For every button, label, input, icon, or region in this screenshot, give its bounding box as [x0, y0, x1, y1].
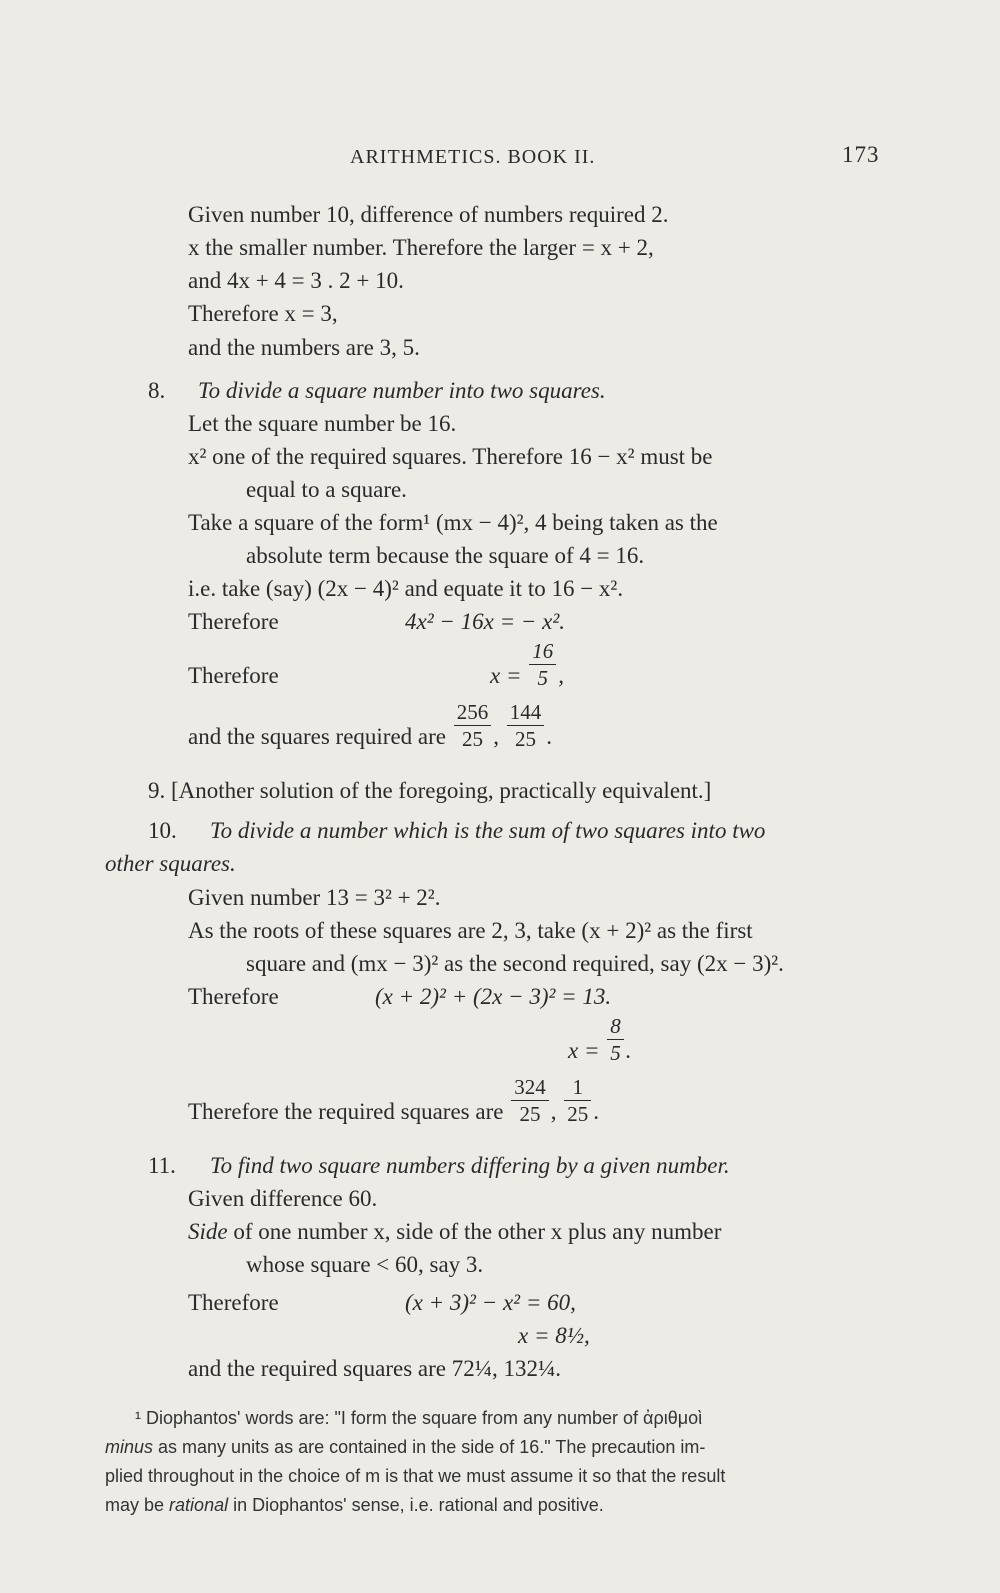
text-span: rational — [169, 1495, 229, 1515]
equation: (x + 2)² + (2x − 3)² = 13. — [375, 984, 612, 1009]
text-line: Therefore x = 3, — [188, 301, 338, 326]
numerator: 1 — [564, 1074, 591, 1101]
footnote-line — [105, 1490, 604, 1520]
text-span: of one number x, side of the other x plus any number — [233, 1219, 722, 1244]
text-line: Let the square number be 16. — [188, 411, 457, 436]
footnote-line: plied throughout in the choice of m is that we must assume it so that the result — [105, 1466, 726, 1486]
denominator: 25 — [519, 1102, 541, 1127]
numerator: 324 — [511, 1074, 549, 1101]
equation: x = $\frac{16}{5}$ , — [490, 639, 564, 691]
equation: x = 8½, — [518, 1323, 590, 1348]
text-span: as many units as are contained in the side of 16." The precaution im- — [158, 1437, 706, 1457]
numerator: 8 — [607, 1013, 624, 1040]
text-span: and the squares required are — [188, 724, 446, 749]
text-line: and the required squares are 72¼, 132¼. — [188, 1356, 561, 1381]
text-line: and the numbers are 3, 5. — [188, 335, 420, 360]
problem-title: To divide a square number into two squares. — [198, 378, 606, 403]
running-title: ARITHMETICS. BOOK II. — [350, 146, 596, 168]
text-span: in Diophantos' sense, i.e. rational and positive. — [233, 1495, 604, 1515]
text-line: Therefore — [188, 1290, 279, 1315]
fraction — [564, 1074, 591, 1127]
fraction — [529, 638, 556, 691]
text-line: Therefore — [188, 663, 279, 688]
text-line: Given number 13 = 3² + 2². — [188, 885, 441, 910]
denominator: 5 — [537, 666, 548, 691]
text-span: Side — [188, 1219, 228, 1244]
text-line: Therefore — [188, 984, 279, 1009]
footnote-line — [105, 1432, 705, 1462]
text-line: whose square < 60, say 3. — [246, 1252, 484, 1277]
numerator: 144 — [507, 699, 545, 726]
text-span: may be — [105, 1495, 165, 1515]
equation: (x + 3)² − x² = 60, — [405, 1290, 576, 1315]
problem-number: 8. — [148, 378, 166, 403]
text-line: Therefore the required squares are $\frac{324}{25}$ , $\frac{1}{25}$ . — [188, 1075, 599, 1127]
text-line: square and (mx − 3)² as the second required, say (2x − 3)². — [246, 951, 784, 976]
equation-lhs: x = — [490, 663, 522, 688]
problem-title: To find two square numbers differing by a given number. — [210, 1153, 730, 1178]
denominator: 25 — [462, 727, 483, 752]
numerator: 256 — [454, 699, 492, 726]
text-line: x² one of the required squares. Therefore 16 − x² must be — [188, 444, 713, 469]
text-span: minus — [105, 1437, 154, 1457]
text-line: Take a square of the form¹ (mx − 4)², 4 being taken as the — [188, 510, 718, 535]
text-line: equal to a square. — [246, 477, 407, 502]
equation-lhs: x = — [568, 1038, 600, 1063]
text-line: Therefore — [188, 609, 279, 634]
fraction — [511, 1074, 549, 1127]
problem-number: 11. — [148, 1153, 176, 1178]
text-line: and the squares required are $\frac{256}{25}$ , $\frac{144}{25}$ . — [188, 700, 552, 752]
text-span: Therefore the required squares are — [188, 1099, 504, 1124]
text-line — [188, 1217, 721, 1247]
text-line: Given number 10, difference of numbers required 2. — [188, 202, 669, 227]
denominator: 25 — [515, 727, 536, 752]
denominator: 5 — [610, 1041, 621, 1066]
equation: x = $\frac{8}{5}$ . — [568, 1014, 632, 1066]
fraction — [607, 1013, 624, 1066]
text-line: and 4x + 4 = 3 . 2 + 10. — [188, 268, 404, 293]
text-line: absolute term because the square of 4 = 16. — [246, 543, 645, 568]
problem-title-cont: other squares. — [105, 851, 236, 876]
fraction — [507, 699, 545, 752]
problem-number: 10. — [148, 818, 177, 843]
numerator: 16 — [529, 638, 556, 665]
text-line: Given difference 60. — [188, 1186, 378, 1211]
text-line: x the smaller number. Therefore the larger = x + 2, — [188, 235, 654, 260]
fraction — [454, 699, 492, 752]
page-number: 173 — [842, 142, 880, 167]
text-line: i.e. take (say) (2x − 4)² and equate it to 16 − x². — [188, 576, 624, 601]
text-line: As the roots of these squares are 2, 3, take (x + 2)² as the first — [188, 918, 753, 943]
problem-9: 9. [Another solution of the foregoing, practically equivalent.] — [148, 778, 712, 803]
equation: 4x² − 16x = − x². — [405, 609, 565, 634]
problem-title: To divide a number which is the sum of two squares into two — [210, 818, 766, 843]
denominator: 25 — [567, 1102, 589, 1127]
footnote-line: ¹ Diophantos' words are: "I form the square from any number of ἀριθμοὶ — [135, 1408, 703, 1428]
